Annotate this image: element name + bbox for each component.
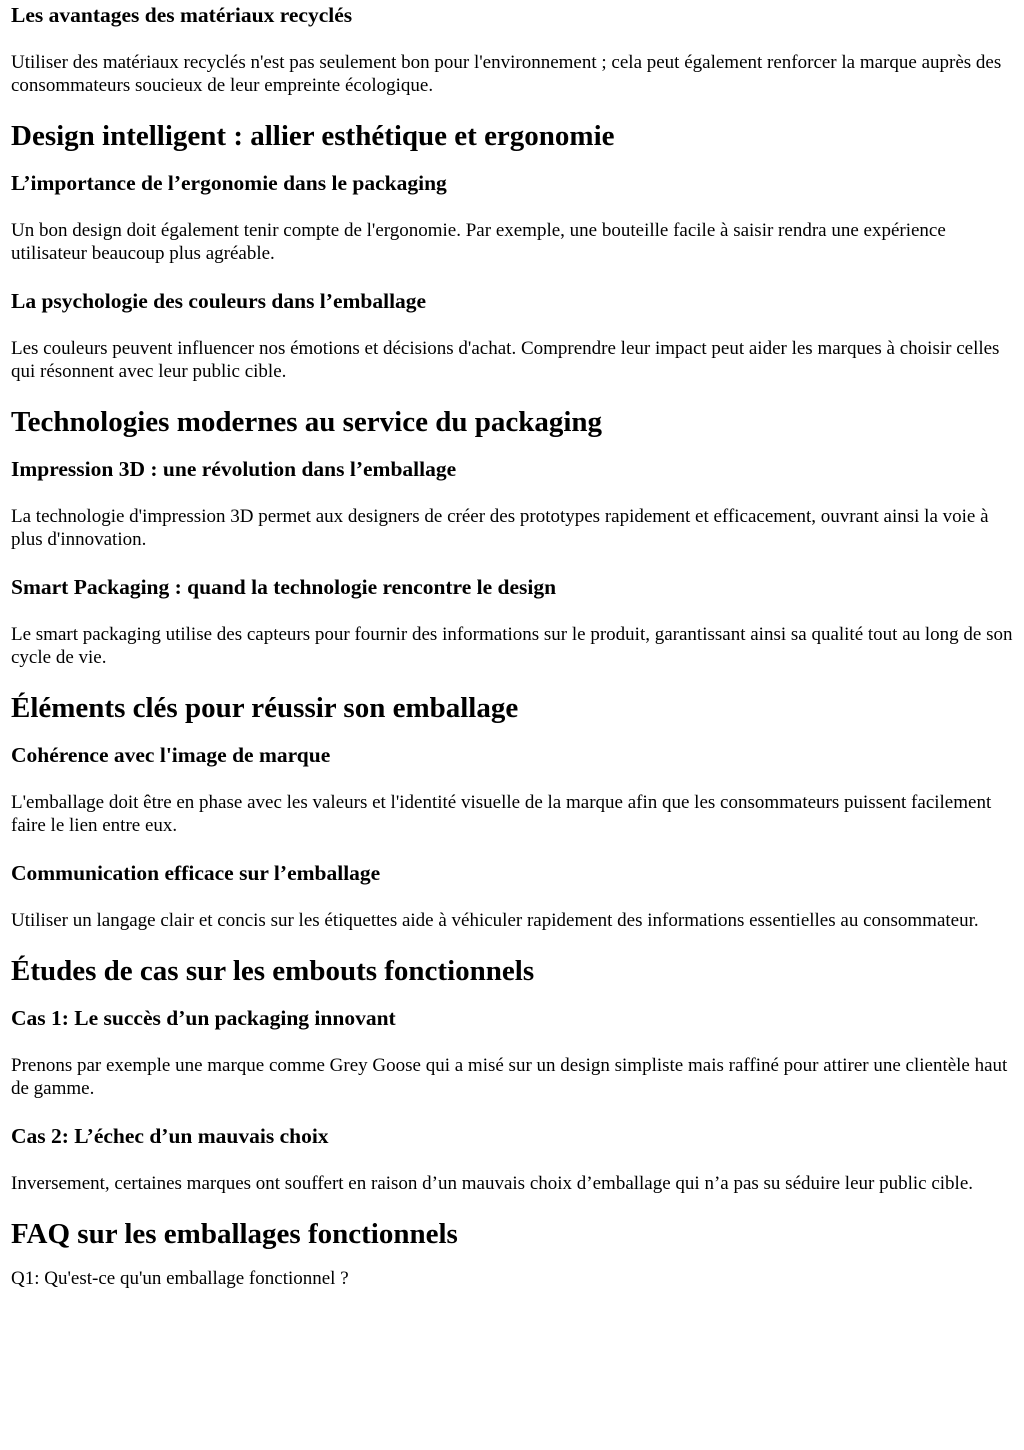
section-title-smart-design: Design intelligent : allier esthétique et ergonomie [11,120,615,152]
subsection-heading-communication: Communication efficace sur l’emballage [11,861,381,885]
subsection-heading-3d-printing: Impression 3D : une révolution dans l’emballage [11,457,457,481]
paragraph-color-psychology: Les couleurs peuvent influencer nos émotions et décisions d'achat. Comprendre leur impact peut aider les marques à choisir celles qui résonnent avec leur public cible. [11,338,1000,382]
section-title-key-elements: Éléments clés pour réussir son emballage [11,692,519,724]
subsection-heading-case-2: Cas 2: L’échec d’un mauvais choix [11,1124,329,1148]
paragraph-3d-printing: La technologie d'impression 3D permet aux designers de créer des prototypes rapidement et efficacement, ouvrant ainsi la voie à plus d'innovation. [11,506,989,550]
paragraph-case-2: Inversement, certaines marques ont souffert en raison d’un mauvais choix d’emballage qui n’a pas su séduire leur public cible. [11,1173,974,1194]
paragraph-brand-consistency: L'emballage doit être en phase avec les valeurs et l'identité visuelle de la marque afin que les consommateurs puissent facilement faire le lien entre eux. [11,792,992,836]
subsection-heading-smart-packaging: Smart Packaging : quand la technologie rencontre le design [11,575,557,599]
section-title-faq: FAQ sur les emballages fonctionnels [11,1218,458,1250]
paragraph-recycled-materials: Utiliser des matériaux recyclés n'est pas seulement bon pour l'environnement ; cela peut également renforcer la marque auprès des consommateurs soucieux de leur empreinte écologique. [11,52,1002,96]
paragraph-case-1: Prenons par exemple une marque comme Grey Goose qui a misé sur un design simpliste mais raffiné pour attirer une clientèle haut de gamme. [11,1055,1008,1099]
paragraph-smart-packaging: Le smart packaging utilise des capteurs pour fournir des informations sur le produit, garantissant ainsi sa qualité tout au long de son cycle de vie. [11,624,1013,668]
subsection-heading-case-1: Cas 1: Le succès d’un packaging innovant [11,1006,396,1030]
article-content [0,2,1024,1290]
paragraph-ergonomics: Un bon design doit également tenir compte de l'ergonomie. Par exemple, une bouteille facile à saisir rendra une expérience utilisateur beaucoup plus agréable. [11,220,946,264]
section-heading-recycled-materials: Les avantages des matériaux recyclés [11,3,353,27]
paragraph-communication: Utiliser un langage clair et concis sur les étiquettes aide à véhiculer rapidement des informations essentielles au consommateur. [11,910,979,931]
subsection-heading-brand-consistency: Cohérence avec l'image de marque [11,743,331,767]
faq-question-1: Q1: Qu'est-ce qu'un emballage fonctionnel ? [11,1268,349,1289]
subsection-heading-color-psychology: La psychologie des couleurs dans l’emballage [11,289,427,313]
subsection-heading-ergonomics: L’importance de l’ergonomie dans le packaging [11,171,447,195]
section-title-case-studies: Études de cas sur les embouts fonctionnels [11,955,535,987]
section-title-modern-technologies: Technologies modernes au service du packaging [11,406,603,438]
